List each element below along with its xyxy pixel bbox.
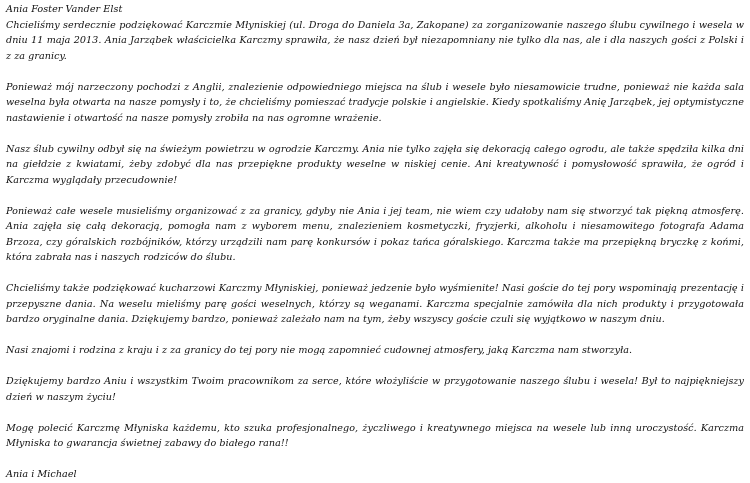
letter-paragraph-6: Nasi znajomi i rodzina z kraju i z za granicy do tej pory nie mogą zapomnieć cudownej atmosfery, jaką Karczma nam stworzyła.	[6, 345, 633, 356]
letter-paragraph-8: Mogę polecić Karczmę Młyniska każdemu, kto szuka profesjonalnego, życzliwego i kreatywnego miejsca na wesele lub inną uroczystość. Karczma Młyniska to gwarancja świetnej zabawy do białego rana!!	[6, 422, 744, 449]
letter-author: Ania Foster Vander Elst	[6, 4, 123, 15]
letter-paragraph-4: Ponieważ całe wesele musieliśmy organizować z za granicy, gdyby nie Ania i jej team, nie wiem czy udałoby nam się stworzyć tak piękną atmosferę. Ania zajęła się całą dekoracją, pomogła nam z wyborem menu, znalezieniem kosmetyczki, fryzjerki, alkoholu i niesamowitego fotografa Adama Brzoza, czy góralskich rozbójników, którzy urządzili nam parę konkursów i pokaz tańca góralskiego. Karczma także ma przepiękną bryczkę z końmi, która zabrała nas i naszych rodziców do ślubu.	[6, 205, 744, 263]
letter-paragraph-3: Nasz ślub cywilny odbył się na świeżym powietrzu w ogrodzie Karczmy. Ania nie tylko zajęła się dekoracją całego ogrodu, ale także spędziła kilka dni na giełdzie z kwiatami, żeby zdobyć dla nas przepiękne produkty weselne w niskiej cenie. Ani kreatywność i pomysłowość sprawiła, że ogród i Karczma wyglądały przecudownie!	[6, 143, 744, 186]
letter-paragraph-1: Chcieliśmy serdecznie podziękować Karczmie Młyniskiej (ul. Droga do Daniela 3a, Zakopane) za zorganizowanie naszego ślubu cywilnego i wesela w dniu 11 maja 2013. Ania Jarząbek właścicielka Karczmy sprawiła, że nasz dzień był niezapomniany nie tylko dla nas, ale i dla naszych gości z Polski i z za granicy.	[6, 19, 744, 62]
letter-signature: Ania i Michael	[6, 469, 77, 480]
letter-paragraph-7: Dziękujemy bardzo Aniu i wszystkim Twoim pracownikom za serce, które włożyliście w przygotowanie naszego ślubu i wesela! Był to najpiękniejszy dzień w naszym życiu!	[6, 376, 744, 403]
letter-paragraph-5: Chcieliśmy także podziękować kucharzowi Karczmy Młyniskiej, ponieważ jedzenie było wyśmienite! Nasi goście do tej pory wspominają prezentację i przepyszne dania. Na weselu mieliśmy parę gości weselnych, którzy są weganami. Karczma specjalnie zamówiła dla nich produkty i przygotowała bardzo oryginalne dania. Dziękujemy bardzo, ponieważ zależało nam na tym, żeby wszyscy goście czuli się wyjątkowo w naszym dniu.	[6, 283, 744, 325]
letter-paragraph-2: Ponieważ mój narzeczony pochodzi z Anglii, znalezienie odpowiedniego miejsca na ślub i wesele było niesamowicie trudne, ponieważ nie każda sala weselna była otwarta na nasze pomysły i to, że chcieliśmy pomieszać tradycje polskie i angielskie. Kiedy spotkaliśmy Anię Jarząbek, jej optymistyczne nastawienie i otwartość na nasze pomysły zrobiła na nas ogromne wrażenie.	[6, 81, 744, 124]
